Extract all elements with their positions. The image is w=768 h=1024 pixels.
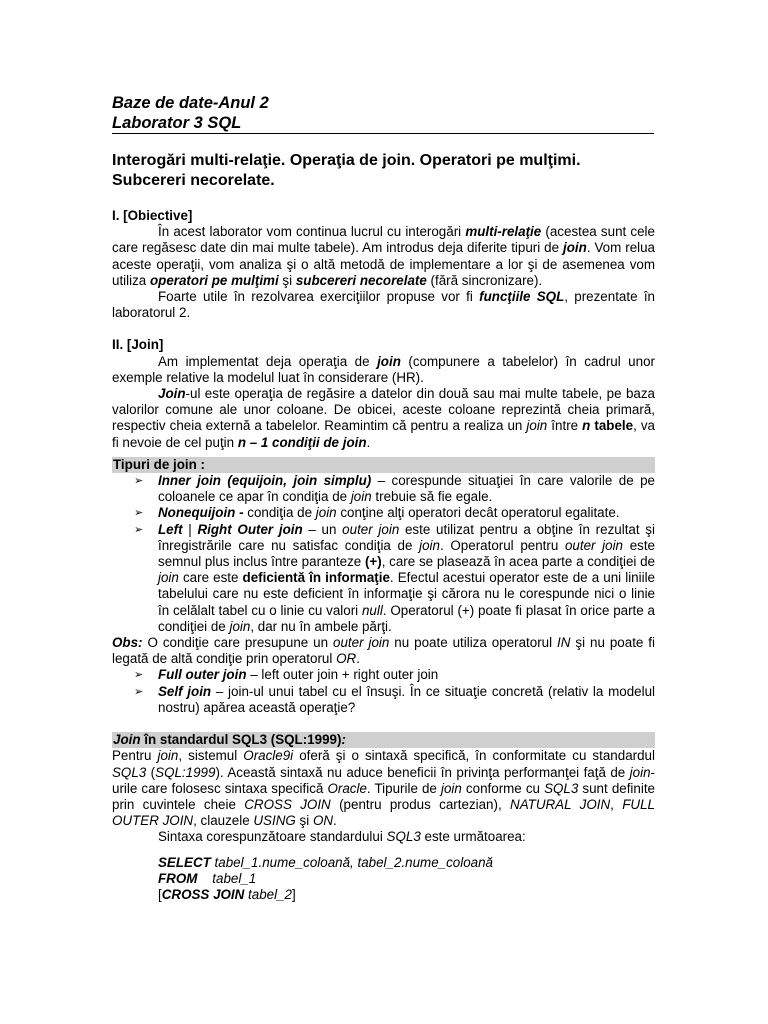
observation-note: Obs: O condiţie care presupune un outer join nu poate utiliza operatorul IN şi nu poate fi legată de altă condiţie prin operatorul OR. xyxy=(112,635,656,667)
code-line-cross-join: [CROSS JOIN tabel_2] xyxy=(158,886,296,902)
objectives-paragraph-2: Foarte utile în rezolvarea exerciţiilor propuse vor fi funcţiile SQL, prezentate în laboratorul 2. xyxy=(112,289,655,321)
code-line-from: FROM tabel_1 xyxy=(158,870,257,886)
arrow-bullet-icon: ➢ xyxy=(134,669,144,682)
section-heading-join: II. [Join] xyxy=(112,337,164,353)
sql3-paragraph-1: Pentru join, sistemul Oracle9i oferă şi o sintaxă specifică, în conformitate cu standardul SQL3 (SQL:1999). Această sintaxă nu aduce beneficii în privinţa performanţei faţă de join-urile care folosesc sintaxa specifică Oracle. Tipurile de join conforme cu SQL3 sunt definite prin cuvintele cheie CROSS JOIN (pentru produs cartezian), NATURAL JOIN, FULL OUTER JOIN, clauzele USING şi ON. xyxy=(112,748,655,829)
document-header xyxy=(112,93,654,133)
arrow-bullet-icon: ➢ xyxy=(134,507,144,520)
code-line-select: SELECT tabel_1.nume_coloană, tabel_2.nume_coloană xyxy=(158,854,493,870)
page-title xyxy=(112,151,672,191)
join-types-list-2 xyxy=(112,667,655,716)
section-heading-objectives: I. [Obiective] xyxy=(112,208,193,223)
lab-title: Laborator 3 SQL xyxy=(112,114,242,132)
sql-syntax-block xyxy=(112,855,655,904)
join-types-heading: Tipuri de join : xyxy=(112,457,655,473)
title-line-2: Subcereri necorelate. xyxy=(112,172,275,189)
join-paragraph-2: Join-ul este operaţia de regăsire a datelor din două sau mai multe tabele, pe baza valorilor comune ale unor coloane. De obicei, aceste coloane reprezintă cheia primară, respectiv cheia externă a tabelelor. Reamintim că pentru a realiza un join între n tabele, va fi nevoie de cel puţin n – 1 condiţii de join. xyxy=(112,386,655,450)
list-item: ➢ Left | Right Outer join – un outer join este utilizat pentru a obţine în rezultat şi înregistrările care nu satisfac condiţia de join. Operatorul pentru outer join este semnul plus inclus între paranteze (+), care se plasează în acea parte a condiţiei de join care este deficientă în informaţie. Efectul acestui operator este de a uni liniile tabelului care nu este deficient în informaţie şi cărora nu le corespunde nici o linie în celălalt tabel cu o linie cu valori null. Operatorul (+) poate fi plasat în orice parte a condiţiei de join, dar nu în ambele părţi. xyxy=(134,521,656,634)
list-item: ➢ Nonequijoin - condiţia de join conţine alţi operatori decât operatorul egalitate. xyxy=(134,505,620,521)
objectives-paragraph-1: În acest laborator vom continua lucrul cu interogări multi-relaţie (acestea sunt cele care regăsesc date din mai multe tabele). Am introdus deja diferite tipuri de join. Vom relua aceste operaţii, vom analiza şi o altă metodă de implementare a lor şi de asemenea vom utiliza operatori pe mulţimi şi subcereri necorelate (fără sincronizare). xyxy=(112,224,656,288)
list-item: ➢ Full outer join – left outer join + right outer join xyxy=(134,667,439,683)
document-body xyxy=(112,208,655,903)
arrow-bullet-icon: ➢ xyxy=(134,685,144,698)
title-line-1: Interogări multi-relaţie. Operaţia de join. Operatori pe mulţimi. xyxy=(112,152,581,169)
join-types-list xyxy=(112,473,655,635)
join-paragraph-1: Am implementat deja operaţia de join (compunere a tabelelor) în cadrul unor exemple relative la modelul luat în considerare (HR). xyxy=(112,353,655,385)
course-name: Baze de date-Anul 2 xyxy=(112,94,269,112)
list-item: ➢ Inner join (equijoin, join simplu) – corespunde situaţiei în care valorile de pe coloanele ce apar în condiţia de join trebuie să fie egale. xyxy=(134,473,655,505)
sql3-paragraph-2: Sintaxa corespunzătoare standardului SQL3 este următoarea: xyxy=(158,829,526,845)
header-rule xyxy=(112,133,654,134)
arrow-bullet-icon: ➢ xyxy=(134,475,144,488)
arrow-bullet-icon: ➢ xyxy=(134,523,144,536)
sql3-heading: Join în standardul SQL3 (SQL:1999): xyxy=(112,732,655,748)
list-item: ➢ Self join – join-ul unui tabel cu el însuşi. În ce situaţie concretă (relativ la modelul nostru) apărea această operaţie? xyxy=(134,683,655,715)
